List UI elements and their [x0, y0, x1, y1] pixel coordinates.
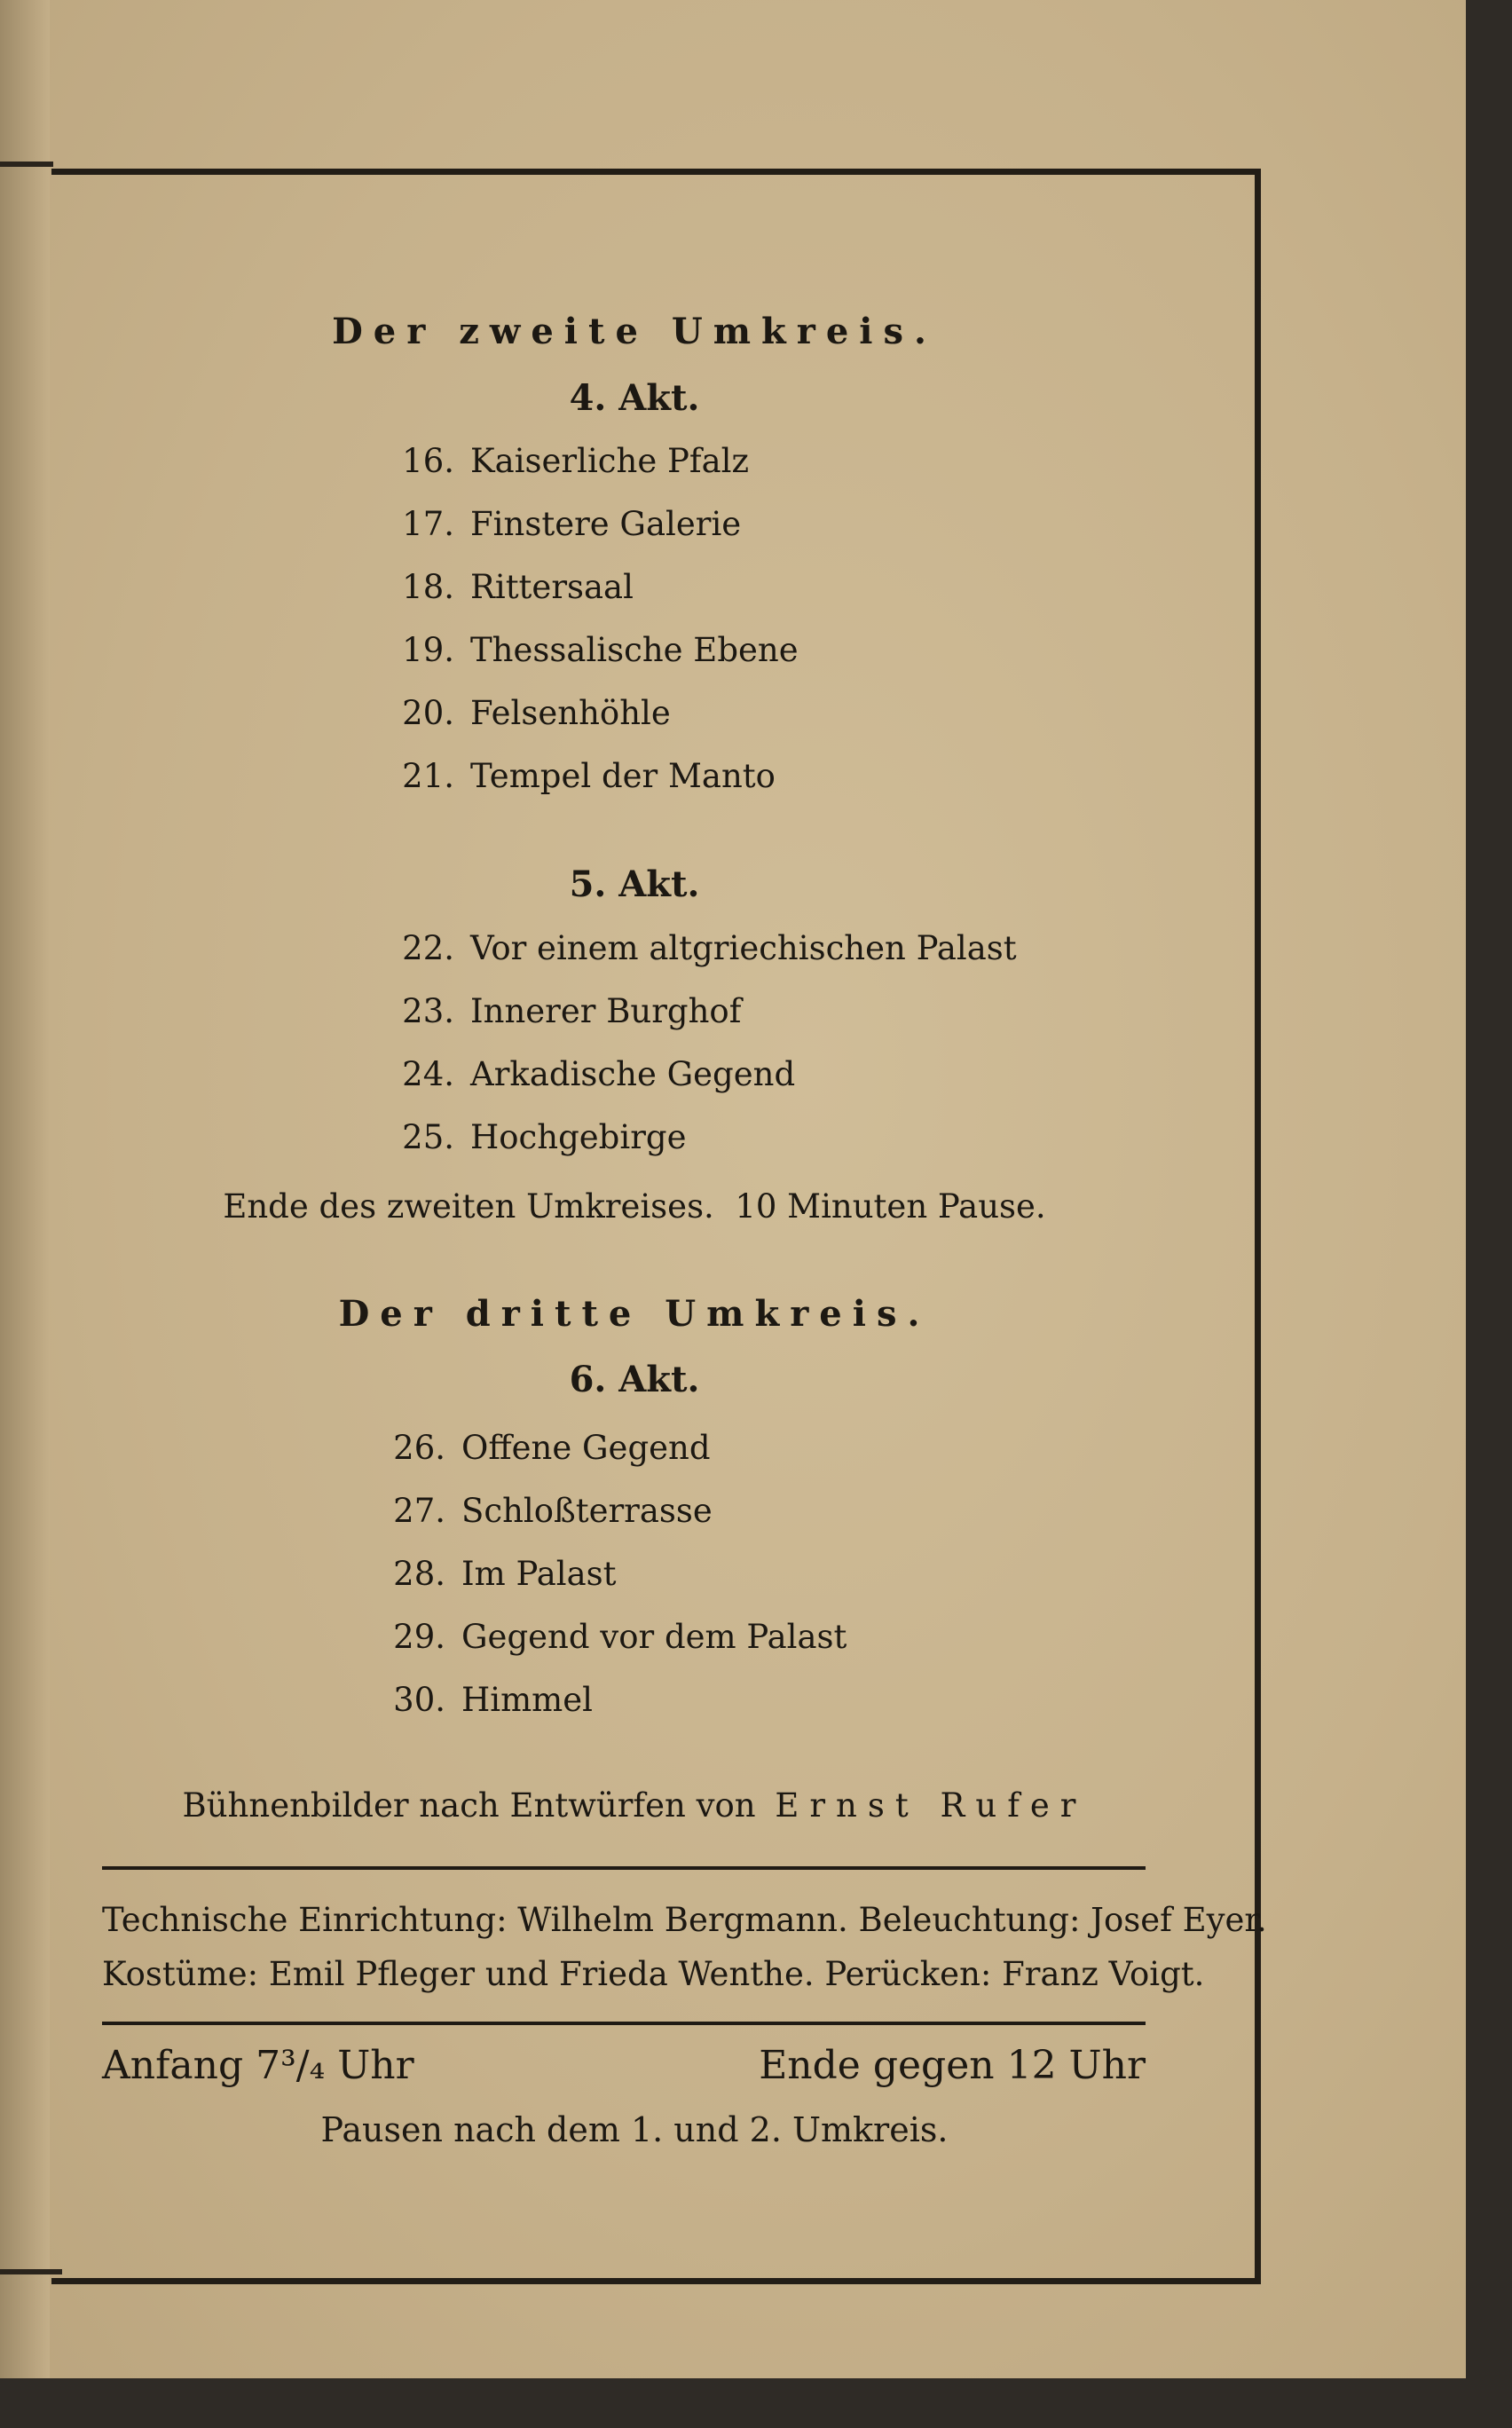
- scene-name: Thessalische Ebene: [470, 631, 799, 669]
- scene-row: [382, 493, 799, 556]
- binding-edge: [0, 0, 50, 2378]
- scene-row: [373, 1479, 847, 1542]
- scene-row: [382, 1043, 1017, 1106]
- scene-name: Finstere Galerie: [470, 505, 742, 543]
- scene-number: 19.: [402, 631, 454, 669]
- scene-name: Himmel: [461, 1681, 593, 1719]
- scene-number: 20.: [402, 694, 454, 732]
- circle3-heading: Der dritte Umkreis.: [338, 1293, 931, 1335]
- scene-number: 27.: [393, 1492, 445, 1530]
- scene-row: [382, 682, 799, 745]
- scene-name: Arkadische Gegend: [470, 1055, 796, 1093]
- scene-number: 25.: [402, 1118, 454, 1156]
- scene-number: 30.: [393, 1681, 445, 1719]
- stage-design-credit: [133, 1786, 1136, 1825]
- scene-number: 26.: [393, 1429, 445, 1467]
- top-rule-stub: [0, 162, 53, 167]
- scene-name: Kaiserliche Pfalz: [470, 442, 749, 480]
- scene-row: [373, 1542, 847, 1605]
- scene-name: Vor einem altgriechischen Palast: [470, 929, 1017, 967]
- scene-row: [373, 1605, 847, 1668]
- scene-row: [382, 1106, 1017, 1169]
- scene-name: Im Palast: [461, 1555, 617, 1593]
- intermission-note: Ende des zweiten Umkreises. 10 Minuten Pause.: [223, 1187, 1046, 1226]
- act4-scene-list: [382, 430, 799, 808]
- scene-name: Schloßterrasse: [461, 1492, 713, 1530]
- scene-number: 28.: [393, 1555, 445, 1593]
- scene-number: 29.: [393, 1618, 445, 1656]
- scene-name: Rittersaal: [470, 568, 634, 606]
- scene-row: [382, 556, 799, 619]
- scene-row: [382, 430, 799, 493]
- bottom-rule-stub: [0, 2269, 62, 2274]
- scene-number: 22.: [402, 929, 454, 967]
- stage-designer-name: Ernst Rufer: [775, 1786, 1087, 1825]
- circle2-heading: Der zweite Umkreis.: [332, 311, 937, 352]
- scene-number: 21.: [402, 757, 454, 795]
- scene-row: [373, 1416, 847, 1479]
- scene-name: Tempel der Manto: [470, 757, 776, 795]
- divider-rule-lower: [102, 2022, 1146, 2025]
- act4-label: 4. Akt.: [569, 377, 700, 419]
- act5-scene-list: [382, 917, 1017, 1169]
- stage-design-text: Bühnenbilder nach Entwürfen von: [182, 1786, 756, 1825]
- scene-number: 23.: [402, 992, 454, 1030]
- scene-name: Felsenhöhle: [470, 694, 671, 732]
- scene-name: Hochgebirge: [470, 1118, 687, 1156]
- credits-line-1: Technische Einrichtung: Wilhelm Bergmann. Beleuchtung: Josef Eyer.: [102, 1901, 1267, 1939]
- scene-name: Offene Gegend: [461, 1429, 711, 1467]
- scene-number: 17.: [402, 505, 454, 543]
- scene-number: 18.: [402, 568, 454, 606]
- credits-line-2: Kostüme: Emil Pfleger und Frieda Wenthe. Perücken: Franz Voigt.: [102, 1955, 1205, 1993]
- scene-number: 24.: [402, 1055, 454, 1093]
- scene-row: [382, 917, 1017, 980]
- scene-row: [373, 1668, 847, 1731]
- performance-times: [102, 2043, 1146, 2096]
- scene-row: [382, 619, 799, 682]
- start-time: Anfang 7³/₄ Uhr: [102, 2043, 414, 2088]
- pauses-note: Pausen nach dem 1. und 2. Umkreis.: [320, 2110, 949, 2149]
- scene-number: 16.: [402, 442, 454, 480]
- scene-name: Gegend vor dem Palast: [461, 1618, 847, 1656]
- scene-row: [382, 980, 1017, 1043]
- act6-scene-list: [373, 1416, 847, 1731]
- act6-label: 6. Akt.: [569, 1359, 700, 1400]
- end-time: Ende gegen 12 Uhr: [759, 2043, 1146, 2088]
- act5-label: 5. Akt.: [569, 863, 700, 905]
- scene-row: [382, 745, 799, 808]
- scene-name: Innerer Burghof: [470, 992, 742, 1030]
- divider-rule-upper: [102, 1866, 1146, 1870]
